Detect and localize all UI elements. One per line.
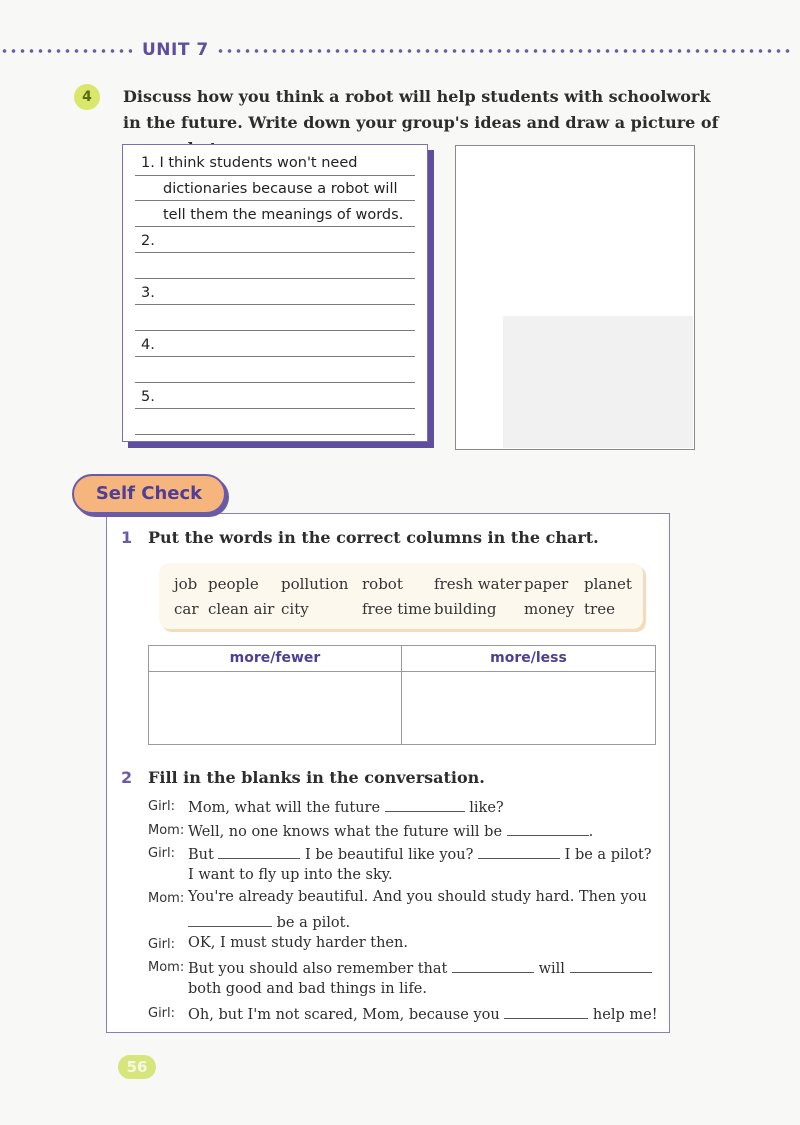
dialogue-line — [188, 797, 504, 816]
answer-cell-more-less[interactable] — [402, 672, 655, 744]
dialogue-text: Oh, but I'm not scared, Mom, because you — [188, 1007, 500, 1023]
answer-blank[interactable] — [218, 844, 300, 859]
speaker-label: Girl: — [148, 937, 176, 952]
word: clean air — [208, 600, 275, 618]
self-check-label: Self Check — [95, 483, 203, 504]
dialogue-text: You're already beautiful. And you should study hard. Then you — [188, 889, 647, 905]
dialogue-text: be a pilot. — [276, 915, 351, 931]
word: car — [174, 600, 199, 618]
word: city — [281, 600, 309, 618]
word: people — [208, 575, 259, 593]
dialogue-text: like? — [469, 800, 504, 816]
drawing-area-shade — [503, 316, 693, 448]
answer-blank[interactable] — [507, 821, 589, 836]
word-bank — [159, 563, 643, 629]
writing-line[interactable] — [135, 408, 415, 409]
column-header-more-fewer: more/fewer — [149, 646, 401, 672]
note-2-number: 2. — [141, 233, 155, 249]
dialogue-text: I want to fly up into the sky. — [188, 867, 393, 883]
note-3-number: 3. — [141, 285, 155, 301]
column-header-more-less: more/less — [402, 646, 655, 672]
dialogue-line — [188, 889, 647, 905]
header-dots-left — [0, 44, 132, 58]
drawing-area[interactable] — [455, 145, 695, 450]
note-1-cont: tell them the meanings of words. — [163, 207, 404, 223]
task-instruction: Discuss how you think a robot will help students with schoolwork in the future. Write down your group's ideas and draw a picture of — [123, 87, 719, 132]
word: paper — [524, 575, 569, 593]
word: robot — [362, 575, 403, 593]
task-number-badge: 4 — [74, 84, 100, 110]
dialogue-line — [188, 867, 393, 883]
writing-line[interactable] — [135, 175, 415, 176]
dialogue-text: help me! — [592, 1007, 658, 1023]
writing-line[interactable] — [135, 304, 415, 305]
dialogue-text: But — [188, 847, 214, 863]
speaker-label: Girl: — [148, 799, 176, 814]
answer-blank[interactable] — [452, 958, 534, 973]
speaker-label: Mom: — [148, 891, 185, 906]
dialogue-text: I be beautiful like you? — [305, 847, 474, 863]
writing-line[interactable] — [135, 226, 415, 227]
dialogue-line — [188, 935, 408, 951]
dialogue-text: OK, I must study harder then. — [188, 935, 408, 951]
dialogue-text: I be a pilot? — [564, 847, 652, 863]
dialogue-line — [188, 912, 350, 931]
dialogue-text: . — [588, 824, 594, 840]
word: fresh water — [434, 575, 522, 593]
writing-line[interactable] — [135, 434, 415, 435]
word: planet — [584, 575, 632, 593]
word: tree — [584, 600, 615, 618]
answer-cell-more-fewer[interactable] — [149, 672, 401, 744]
exercise-2-title: Fill in the blanks in the conversation. — [148, 768, 485, 787]
note-1-cont: dictionaries because a robot will — [163, 181, 398, 197]
answer-blank[interactable] — [478, 844, 560, 859]
answer-blank[interactable] — [385, 797, 465, 812]
speaker-label: Mom: — [148, 823, 185, 838]
dialogue-line — [188, 981, 427, 997]
dialogue-line — [188, 844, 652, 863]
dialogue-text: But you should also remember that — [188, 961, 448, 977]
dialogue-text: Well, no one knows what the future will be — [188, 824, 503, 840]
speaker-label: Mom: — [148, 960, 185, 975]
notes-box — [122, 144, 428, 442]
exercise-1-title: Put the words in the correct columns in the chart. — [148, 528, 599, 547]
speaker-label: Girl: — [148, 1006, 176, 1021]
word: free time — [362, 600, 432, 618]
word: pollution — [281, 575, 349, 593]
exercise-2-number: 2 — [121, 768, 133, 787]
writing-line[interactable] — [135, 330, 415, 331]
word: money — [524, 600, 575, 618]
writing-line[interactable] — [135, 356, 415, 357]
answer-blank[interactable] — [188, 912, 272, 927]
sorting-chart — [148, 645, 656, 745]
writing-line[interactable] — [135, 382, 415, 383]
dialogue-text: will — [538, 961, 565, 977]
note-5-number: 5. — [141, 389, 155, 405]
word: building — [434, 600, 497, 618]
page-number: 56 — [118, 1055, 156, 1079]
speaker-label: Girl: — [148, 846, 176, 861]
header-dots-right — [216, 44, 792, 58]
unit-title: UNIT 7 — [142, 40, 209, 60]
writing-line[interactable] — [135, 200, 415, 201]
writing-line[interactable] — [135, 252, 415, 253]
dialogue-text: both good and bad things in life. — [188, 981, 428, 997]
dialogue-line — [188, 958, 652, 977]
dialogue-text: Mom, what will the future — [188, 800, 381, 816]
exercise-1-number: 1 — [121, 528, 133, 547]
word: job — [174, 575, 198, 593]
writing-line[interactable] — [135, 278, 415, 279]
note-1: 1. I think students won't need — [141, 155, 358, 171]
self-check-tab — [72, 474, 226, 514]
dialogue-line — [188, 1004, 658, 1023]
answer-blank[interactable] — [570, 958, 652, 973]
answer-blank[interactable] — [504, 1004, 588, 1019]
dialogue-line — [188, 821, 593, 840]
note-4-number: 4. — [141, 337, 155, 353]
